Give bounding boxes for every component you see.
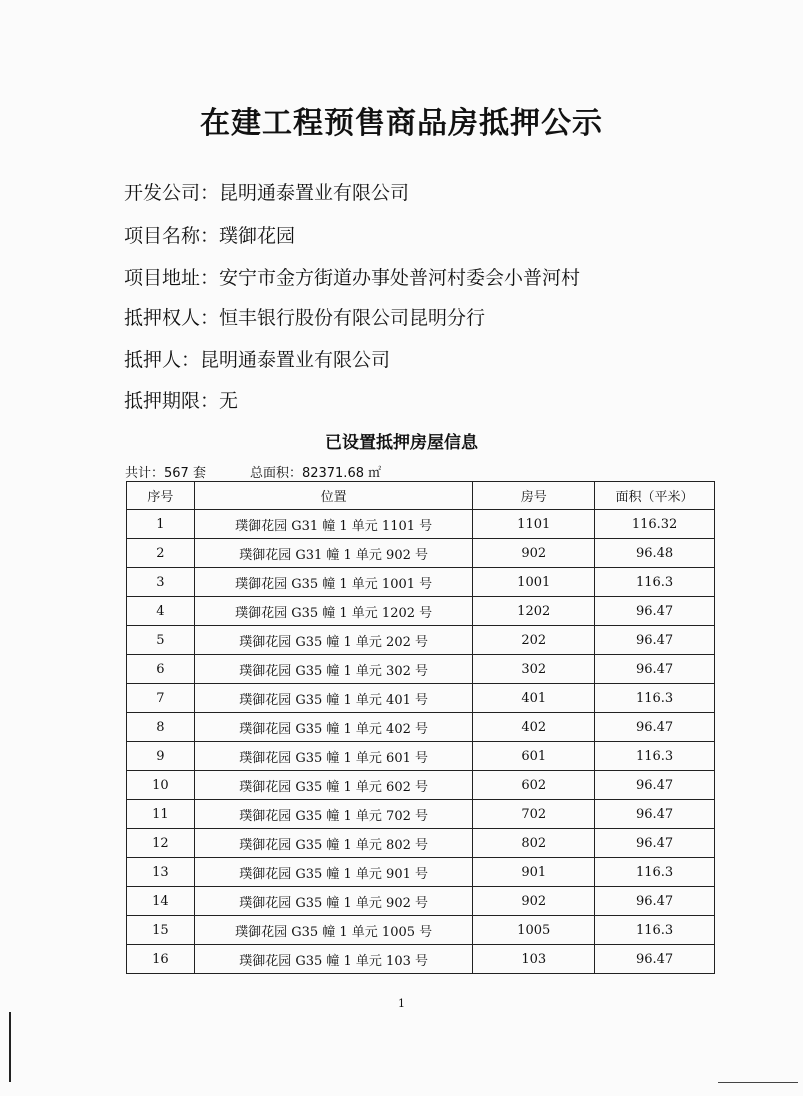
mortgagee-line: 抵押权人：恒丰银行股份有限公司昆明分行 [124, 307, 486, 329]
table-row [127, 742, 715, 771]
project-name-line: 项目名称：璞御花园 [124, 225, 296, 247]
cell-area: 96.47 [595, 626, 715, 655]
table-row [127, 713, 715, 742]
cell-location: 璞御花园 G35 幢 1 单元 902 号 [194, 887, 472, 916]
cell-area: 96.47 [595, 597, 715, 626]
cell-index: 5 [127, 626, 195, 655]
table-row [127, 510, 715, 539]
table-body [127, 510, 715, 974]
cell-room: 601 [473, 742, 595, 771]
cell-room: 702 [473, 800, 595, 829]
mortgagor-line: 抵押人：昆明通泰置业有限公司 [124, 349, 391, 371]
cell-location: 璞御花园 G35 幢 1 单元 1001 号 [194, 568, 472, 597]
cell-index: 6 [127, 655, 195, 684]
table-row [127, 800, 715, 829]
total-area: 总面积：82371.68 ㎡ [249, 466, 382, 481]
cell-room: 302 [473, 655, 595, 684]
page-number: 1 [398, 997, 405, 1010]
cell-room: 401 [473, 684, 595, 713]
cell-location: 璞御花园 G35 幢 1 单元 802 号 [194, 829, 472, 858]
cell-area: 96.47 [595, 945, 715, 974]
cell-room: 602 [473, 771, 595, 800]
cell-index: 1 [127, 510, 195, 539]
table-row [127, 539, 715, 568]
summary-line [125, 462, 381, 481]
cell-area: 116.32 [595, 510, 715, 539]
cell-location: 璞御花园 G35 幢 1 单元 103 号 [194, 945, 472, 974]
table-title: 已设置抵押房屋信息 [325, 433, 478, 453]
cell-index: 7 [127, 684, 195, 713]
header-room: 房号 [473, 482, 595, 510]
cell-room: 202 [473, 626, 595, 655]
table-row [127, 858, 715, 887]
cell-index: 3 [127, 568, 195, 597]
cell-location: 璞御花园 G35 幢 1 单元 702 号 [194, 800, 472, 829]
table-row [127, 597, 715, 626]
mortgage-table [126, 481, 715, 974]
cell-area: 96.47 [595, 771, 715, 800]
cell-room: 901 [473, 858, 595, 887]
cell-room: 1005 [473, 916, 595, 945]
table-header-row [127, 482, 715, 510]
cell-location: 璞御花园 G35 幢 1 单元 401 号 [194, 684, 472, 713]
page-title: 在建工程预售商品房抵押公示 [200, 106, 603, 141]
cell-area: 96.47 [595, 655, 715, 684]
cell-area: 96.47 [595, 713, 715, 742]
cell-area: 116.3 [595, 742, 715, 771]
cell-index: 13 [127, 858, 195, 887]
cell-area: 96.47 [595, 887, 715, 916]
cell-location: 璞御花园 G35 幢 1 单元 601 号 [194, 742, 472, 771]
table-row [127, 684, 715, 713]
cell-room: 402 [473, 713, 595, 742]
cell-location: 璞御花园 G35 幢 1 单元 302 号 [194, 655, 472, 684]
total-count: 共计：567 套 [125, 466, 206, 481]
cell-location: 璞御花园 G35 幢 1 单元 402 号 [194, 713, 472, 742]
cell-area: 96.47 [595, 829, 715, 858]
header-location: 位置 [194, 482, 472, 510]
header-index: 序号 [127, 482, 195, 510]
table-row [127, 945, 715, 974]
cell-location: 璞御花园 G35 幢 1 单元 901 号 [194, 858, 472, 887]
cell-index: 14 [127, 887, 195, 916]
table-row [127, 829, 715, 858]
cell-room: 1202 [473, 597, 595, 626]
cell-room: 802 [473, 829, 595, 858]
table-row [127, 626, 715, 655]
cell-room: 902 [473, 539, 595, 568]
table-row [127, 916, 715, 945]
cell-area: 116.3 [595, 568, 715, 597]
scan-edge-mark-bottom [718, 1082, 798, 1083]
term-line: 抵押期限：无 [124, 390, 239, 412]
cell-area: 96.48 [595, 539, 715, 568]
scan-edge-mark [9, 1012, 11, 1082]
cell-location: 璞御花园 G35 幢 1 单元 1005 号 [194, 916, 472, 945]
cell-index: 15 [127, 916, 195, 945]
developer-line: 开发公司：昆明通泰置业有限公司 [124, 182, 410, 204]
project-address-line: 项目地址：安宁市金方街道办事处普河村委会小普河村 [124, 267, 581, 289]
cell-index: 10 [127, 771, 195, 800]
cell-index: 9 [127, 742, 195, 771]
cell-location: 璞御花园 G35 幢 1 单元 602 号 [194, 771, 472, 800]
cell-index: 16 [127, 945, 195, 974]
cell-location: 璞御花园 G35 幢 1 单元 202 号 [194, 626, 472, 655]
table-row [127, 568, 715, 597]
cell-index: 8 [127, 713, 195, 742]
cell-area: 116.3 [595, 684, 715, 713]
header-area: 面积（平米） [595, 482, 715, 510]
cell-area: 96.47 [595, 800, 715, 829]
table-row [127, 887, 715, 916]
cell-room: 103 [473, 945, 595, 974]
cell-location: 璞御花园 G31 幢 1 单元 1101 号 [194, 510, 472, 539]
cell-area: 116.3 [595, 916, 715, 945]
cell-room: 1101 [473, 510, 595, 539]
cell-room: 902 [473, 887, 595, 916]
cell-index: 4 [127, 597, 195, 626]
cell-location: 璞御花园 G31 幢 1 单元 902 号 [194, 539, 472, 568]
cell-index: 2 [127, 539, 195, 568]
cell-area: 116.3 [595, 858, 715, 887]
table-row [127, 771, 715, 800]
cell-room: 1001 [473, 568, 595, 597]
cell-index: 12 [127, 829, 195, 858]
cell-location: 璞御花园 G35 幢 1 单元 1202 号 [194, 597, 472, 626]
cell-index: 11 [127, 800, 195, 829]
table-row [127, 655, 715, 684]
